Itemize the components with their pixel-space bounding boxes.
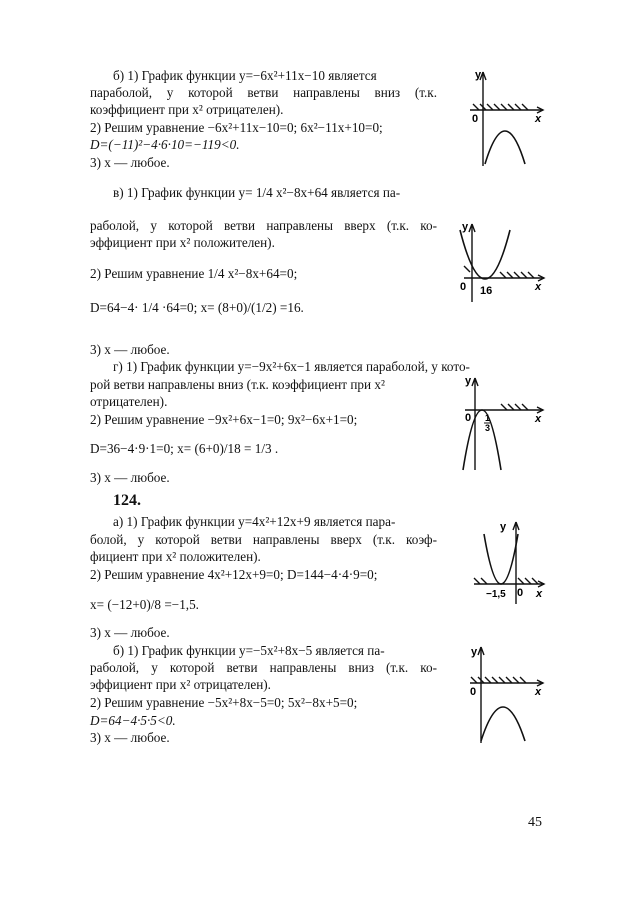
graph-label: 1 — [485, 413, 491, 423]
graph-label: 3 — [485, 423, 491, 433]
graph-label: x — [535, 413, 542, 425]
text-line: фициент при x² положителен). — [90, 549, 261, 564]
text-line: 2) Решим уравнение 4x²+12x+9=0; D=144−4·4·9=0; — [90, 567, 378, 582]
text-line: б) 1) График функции y=−6x²+11x−10 является — [113, 68, 377, 83]
text-line: D=64−4·5·5<0. — [90, 713, 176, 728]
text-line: 3) x — любое. — [90, 730, 170, 745]
parabola-graph — [455, 66, 545, 171]
graph-label: 0 — [470, 686, 477, 698]
exercise-number: 124. — [113, 492, 141, 509]
text-line: параболой, у которой ветви направлены вниз (т.к. — [90, 85, 437, 100]
graph-label: y — [500, 521, 507, 533]
graph-label: x — [535, 686, 542, 698]
graph-label: 0 — [460, 281, 467, 293]
graph-label: x — [535, 281, 542, 293]
text-line: D=36−4·9·1=0; x= (6+0)/18 = 1/3 . — [90, 441, 279, 456]
parabola-graph — [472, 514, 547, 609]
graph-label: y — [465, 375, 472, 387]
text-line: эффициент при x² отрицателен). — [90, 677, 271, 692]
text-line: 2) Решим уравнение −5x²+8x−5=0; 5x²−8x+5=0; — [90, 695, 358, 710]
parabola-graph — [452, 218, 547, 308]
text-line: г) 1) График функции y=−9x²+6x−1 является параболой, у кото- — [113, 359, 470, 374]
graph-label: 0 — [465, 412, 472, 424]
text-line: 3) x — любое. — [90, 342, 170, 357]
text-line: коэффициент при x² отрицателен). — [90, 102, 284, 117]
graph-label: −1,5 — [486, 589, 506, 600]
text-line: раболой, у которой ветви направлены вверх (т.к. ко- — [90, 218, 437, 233]
graph-label: y — [475, 69, 482, 81]
text-line: болой, у которой ветви направлены вверх (т.к. коэф- — [90, 532, 437, 547]
text-line: а) 1) График функции y=4x²+12x+9 является пара- — [113, 514, 396, 529]
text-line: эффициент при x² положителен). — [90, 235, 275, 250]
graph-label: 0 — [472, 113, 479, 125]
text-line: в) 1) График функции y= 1/4 x²−8x+64 является па- — [113, 185, 401, 200]
text-line: б) 1) График функции y=−5x²+8x−5 является па- — [113, 643, 385, 658]
text-line: отрицателен). — [90, 394, 168, 409]
page-number: 45 — [528, 815, 542, 830]
graph-label: 0 — [517, 587, 524, 599]
text-line: раболой, у которой ветви направлены вниз (т.к. ко- — [90, 660, 437, 675]
parabola-graph — [455, 643, 545, 748]
text-line: 3) x — любое. — [90, 470, 170, 485]
parabola-graph — [455, 374, 545, 474]
text-line: 2) Решим уравнение −6x²+11x−10=0; 6x²−11x+10=0; — [90, 120, 383, 135]
graph-label: y — [471, 646, 478, 658]
text-line: D=64−4· 1/4 ·64=0; x= (8+0)/(1/2) =16. — [90, 300, 304, 315]
text-line: рой ветви направлены вниз (т.к. коэффициент при x² — [90, 377, 385, 392]
graph-label: x — [536, 588, 543, 600]
text-line: 3) x — любое. — [90, 625, 170, 640]
text-line: 2) Решим уравнение −9x²+6x−1=0; 9x²−6x+1=0; — [90, 412, 358, 427]
text-line: 2) Решим уравнение 1/4 x²−8x+64=0; — [90, 266, 298, 281]
graph-label: x — [535, 113, 542, 125]
text-line: D=(−11)²−4·6·10=−119<0. — [90, 137, 240, 152]
text-line: 3) x — любое. — [90, 155, 170, 170]
text-line: x= (−12+0)/8 =−1,5. — [90, 597, 199, 612]
graph-label: 16 — [480, 285, 493, 297]
graph-label: y — [462, 221, 469, 233]
